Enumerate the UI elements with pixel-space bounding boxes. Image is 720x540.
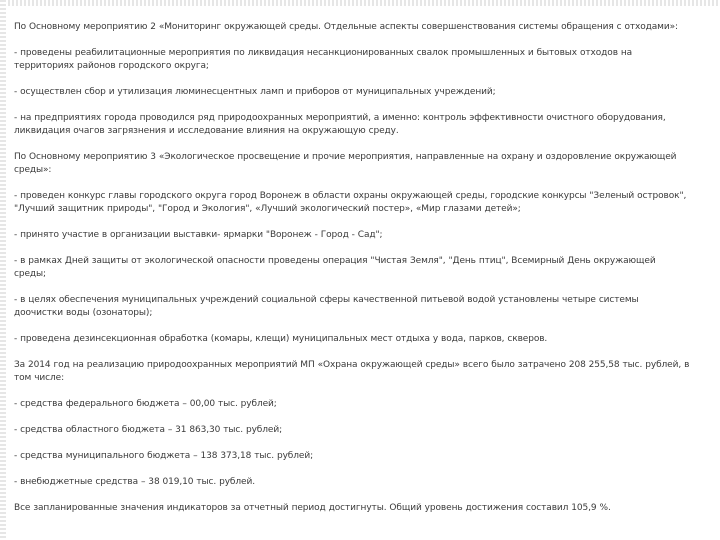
paragraph-contests: - проведен конкурс главы городского округа город Воронеж в области охраны окружающей среды, городские конкурсы "Зеленый островок", "Лучший защитник природы", "Город и Экология", «Лучший экологический постер», «Мир глазами детей»; <box>14 191 687 214</box>
paragraph-disinsection: - проведена дезинсекционная обработка (комары, клещи) муниципальных мест отдыха у вода, парков, скверов. <box>14 334 548 344</box>
paragraph-federal-budget: - средства федерального бюджета – 00,00 тыс. рублей; <box>14 399 277 409</box>
paragraph-enterprise-measures: - на предприятиях города проводился ряд природоохранных мероприятий, а именно: контроль эффективности очистного оборудования, ликвидация очагов загрязнения и исследование влияния на окружающую среду. <box>14 113 666 136</box>
paragraph-measure2-heading: По Основному мероприятию 2 «Мониторинг окружающей среды. Отдельные аспекты совершенствования системы обращения с отходами»: <box>14 22 678 32</box>
paragraph-exhibition: - принято участие в организации выставки- ярмарки "Воронеж - Город - Сад"; <box>14 230 383 240</box>
paragraph-extrabudgetary: - внебюджетные средства – 38 019,10 тыс. рублей. <box>14 477 255 487</box>
paragraph-ecology-days: - в рамках Дней защиты от экологической опасности проведены операция "Чистая Земля", "День птиц", Всемирный День окружающей среды; <box>14 256 656 279</box>
paragraph-lamp-recycling: - осуществлен сбор и утилизация люминесцентных ламп и приборов от муниципальных учреждений; <box>14 87 496 97</box>
paragraph-municipal-budget: - средства муниципального бюджета – 138 373,18 тыс. рублей; <box>14 451 314 461</box>
decorative-border-top <box>0 0 720 6</box>
paragraph-measure3-heading: По Основному мероприятию 3 «Экологическое просвещение и прочие мероприятия, направленные на охрану и оздоровление окружающей среды»: <box>14 152 677 175</box>
paragraph-landfill-cleanup: - проведены реабилитационные мероприятия по ликвидация несанкционированных свалок промышленных и бытовых отходов на территориях районов городского округа; <box>14 48 633 71</box>
paragraph-regional-budget: - средства областного бюджета – 31 863,30 тыс. рублей; <box>14 425 283 435</box>
decorative-border-left <box>0 0 6 540</box>
document-body <box>14 21 690 515</box>
paragraph-water-systems: - в целях обеспечения муниципальных учреждений социальной сферы качественной питьевой водой установлены четыре системы доочистки воды (озонаторы); <box>14 295 639 318</box>
paragraph-indicators-summary: Все запланированные значения индикаторов за отчетный период достигнуты. Общий уровень достижения составил 105,9 %. <box>14 503 611 513</box>
paragraph-funding-total: За 2014 год на реализацию природоохранных мероприятий МП «Охрана окружающей среды» всего было затрачено 208 255,58 тыс. рублей, в том числе: <box>14 360 690 383</box>
